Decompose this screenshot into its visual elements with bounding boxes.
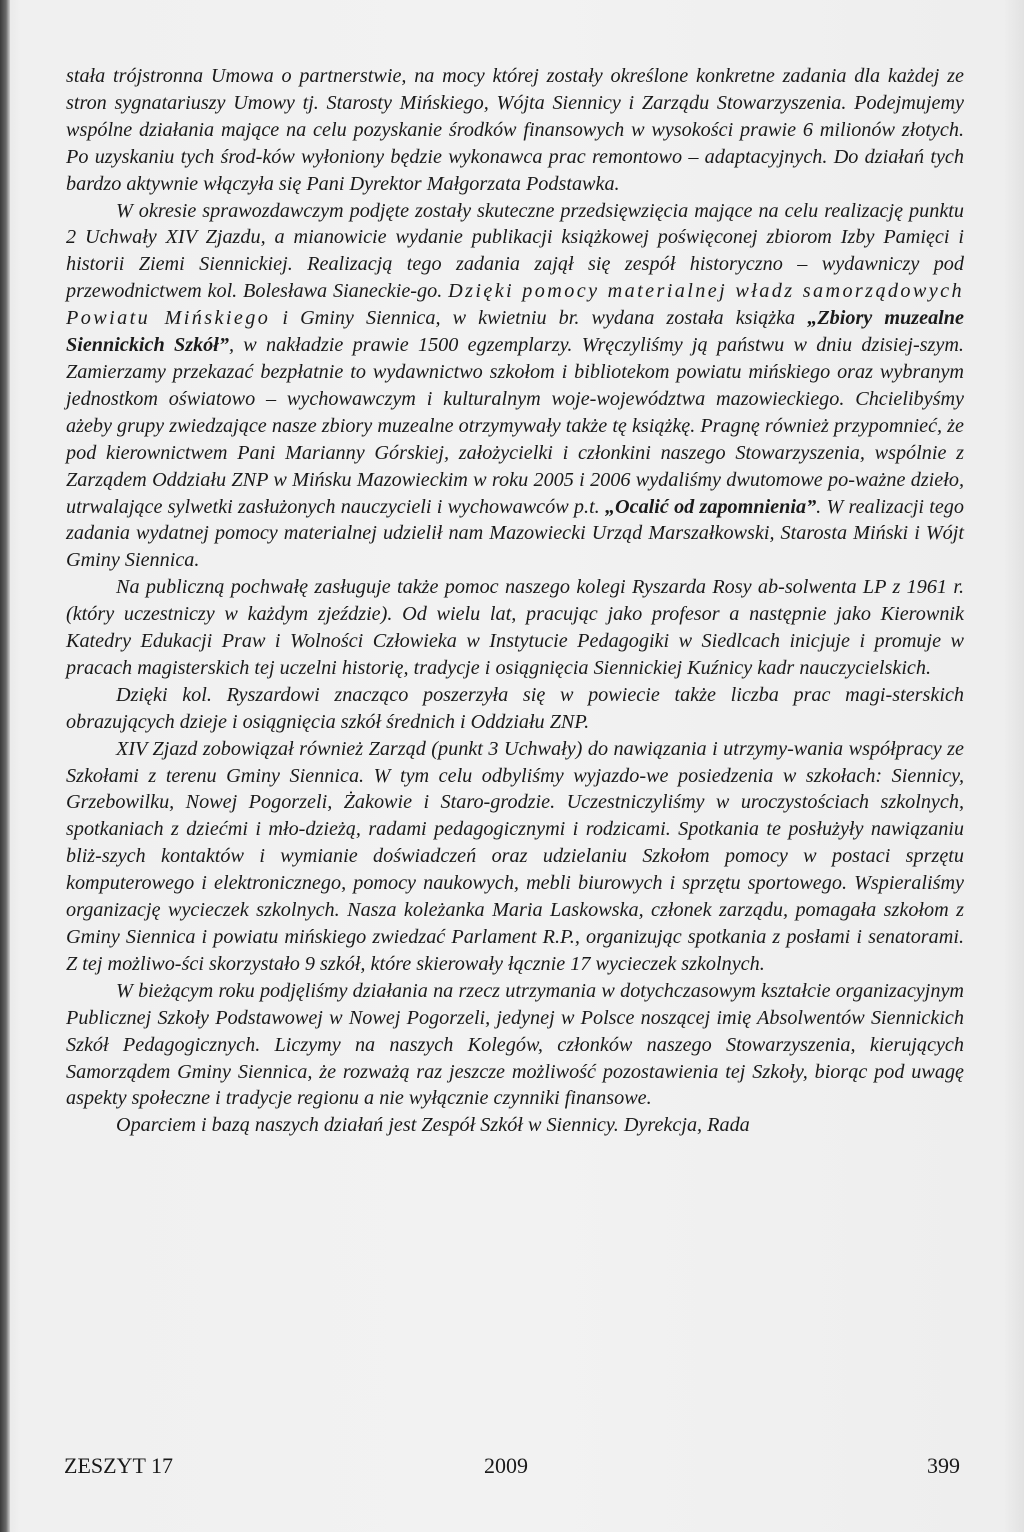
- paragraph-text: i Gminy Siennica, w kwietniu br. wydana została książka: [270, 307, 808, 330]
- book-title-emphasis: „Ocalić od zapomnienia”: [604, 495, 817, 518]
- journal-issue: ZESZYT 17: [64, 1453, 173, 1478]
- paragraph-text: Na publiczną pochwałę zasługuje także pomoc naszego kolegi Ryszarda Rosy ab-solwenta LP z 1961 r. (który uczestniczy w każdym zjeździe). Od wielu lat, pracując jako profesor a następnie jako Kierownik Katedry Edukacji Praw i Wolności Człowieka w Instytucie Pedagogiki w Siedlcach inicjuje i promuje w pracach magisterskich tej uczelni historię, tradycje i osiągnięcia Siennickiej Kuźnicy kadr nauczycielskich.: [66, 576, 964, 679]
- paragraph-text: Oparciem i bazą naszych działań jest Zespół Szkół w Siennicy. Dyrekcja, Rada: [116, 1114, 750, 1137]
- book-spine-shadow: [0, 0, 10, 1532]
- book-title-emphasis: „Zbiory muzealne Siennickich Szkół”: [66, 307, 964, 357]
- paragraph: [66, 198, 964, 575]
- page-footer: [64, 1453, 960, 1485]
- paragraph-text: XIV Zjazd zobowiązał również Zarząd (punkt 3 Uchwały) do nawiązania i utrzymy-wania współpracy ze Szkołami z terenu Gminy Siennica. W tym celu odbyliśmy wyjazdo-we posiedzenia w szkołach: Siennicy, Grzebowilku, Nowej Pogorzeli, Żakowie i Staro-grodzie. Uczestniczyliśmy w uroczystościach szkolnych, spotkaniach z dziećmi i mło-dzieżą, radami pedagogicznymi i rodzicami. Spotkania te posłużyły nawiązaniu bliż-szych kontaktów i wymianie doświadczeń oraz udzielaniu Szkołom pomocy w postaci sprzętu komputerowego i elektronicznego, pomocy naukowych, mebli biurowych i sprzętu sportowego. Wspieraliśmy organizację wycieczek szkolnych. Nasza koleżanka Maria Laskowska, członek zarządu, pomagała szkołom z Gminy Siennica i powiatu mińskiego zwiedzać Parlament R.P., organizując spotkania z posłami i senatorami. Z tej możliwo-ści skorzystało 9 szkół, które skierowały łącznie 17 wycieczek szkolnych.: [66, 737, 964, 975]
- letterspaced-text: Dzięki pomocy materialnej władz samorządowych Powiatu Mińskiego: [66, 280, 965, 330]
- paragraph: [66, 63, 964, 198]
- paragraph: [66, 1112, 964, 1139]
- paragraph-text: W bieżącym roku podjęliśmy działania na rzecz utrzymania w dotychczasowym kształcie organizacyjnym Publicznej Szkoły Podstawowej w Nowej Pogorzeli, jedynej w Polsce noszącej imię Absolwentów Siennickich Szkół Pedagogicznych. Liczymy na naszych Kolegów, członków naszego Stowarzyszenia, kierujących Samorządem Gminy Siennica, że rozważą raz jeszcze możliwość pozostawienia tej Szkoły, biorąc pod uwagę aspekty społeczne i tradycje regionu a nie wyłącznie czynniki finansowe.: [66, 979, 964, 1110]
- page-body-text: [66, 63, 964, 1139]
- paragraph-text: , w nakładzie prawie 1500 egzemplarzy. Wręczyliśmy ją państwu w dniu dzisiej-szym. Zamierzamy przekazać bezpłatnie to wydawnictwo szkołom i bibliotekom powiatu mińskiego oraz wybranym jednostkom oświatowo – wychowawczym i kulturalnym woje-województwa mazowieckiego. Chcielibyśmy ażeby grupy zwiedzające nasze zbiory muzealne otrzymywały także tę książkę. Pragnę również przypomnieć, że pod kierownictwem Pani Marianny Górskiej, założycielki i członkini naszego Stowarzyszenia, wspólnie z Zarządem Oddziału ZNP w Mińsku Mazowieckim w roku 2005 i 2006 wydaliśmy dwutomowe po-ważne dzieło, utrwalające sylwetki zasłużonych nauczycieli i wychowawców p.t.: [66, 334, 964, 518]
- paragraph-text: W okresie sprawozdawczym podjęte zostały skuteczne przedsięwzięcia mające na celu realizację punktu 2 Uchwały XIV Zjazdu, a mianowicie wydanie publikacji książkowej poświęconej zbiorom Izby Pamięci i historii Ziemi Siennickiej. Realizacją tego zadania zajął się zespół historyczno – wydawniczy pod przewodnictwem kol. Bolesława Sianeckie-go.: [66, 199, 964, 303]
- paragraph-text: Dzięki kol. Ryszardowi znacząco poszerzyła się w powiecie także liczba prac magi-sterskich obrazujących dzieje i osiągnięcia szkół średnich i Oddziału ZNP.: [66, 683, 964, 733]
- paragraph: [66, 574, 964, 682]
- page-number: 399: [927, 1453, 960, 1478]
- publication-year: 2009: [484, 1453, 528, 1478]
- paragraph: [66, 736, 964, 978]
- paragraph: [66, 978, 964, 1113]
- paragraph: [66, 682, 964, 736]
- paragraph-text: . W realizacji tego zadania wydatnej pomocy materialnej udzielił nam Mazowiecki Urząd Marszałkowski, Starosta Miński i Wójt Gminy Siennica.: [66, 495, 964, 572]
- paragraph-text: stała trójstronna Umowa o partnerstwie, na mocy której zostały określone konkretne zadania dla każdej ze stron sygnatariuszy Umowy tj. Starosty Mińskiego, Wójta Siennicy i Zarządu Stowarzyszenia. Podejmujemy wspólne działania mające na celu pozyskanie środków finansowych w wysokości prawie 6 milionów złotych. Po uzyskaniu tych środ-ków wyłoniony będzie wykonawca prac remontowo – adaptacyjnych. Do działań tych bardzo aktywnie włączyła się Pani Dyrektor Małgorzata Podstawka.: [66, 65, 964, 195]
